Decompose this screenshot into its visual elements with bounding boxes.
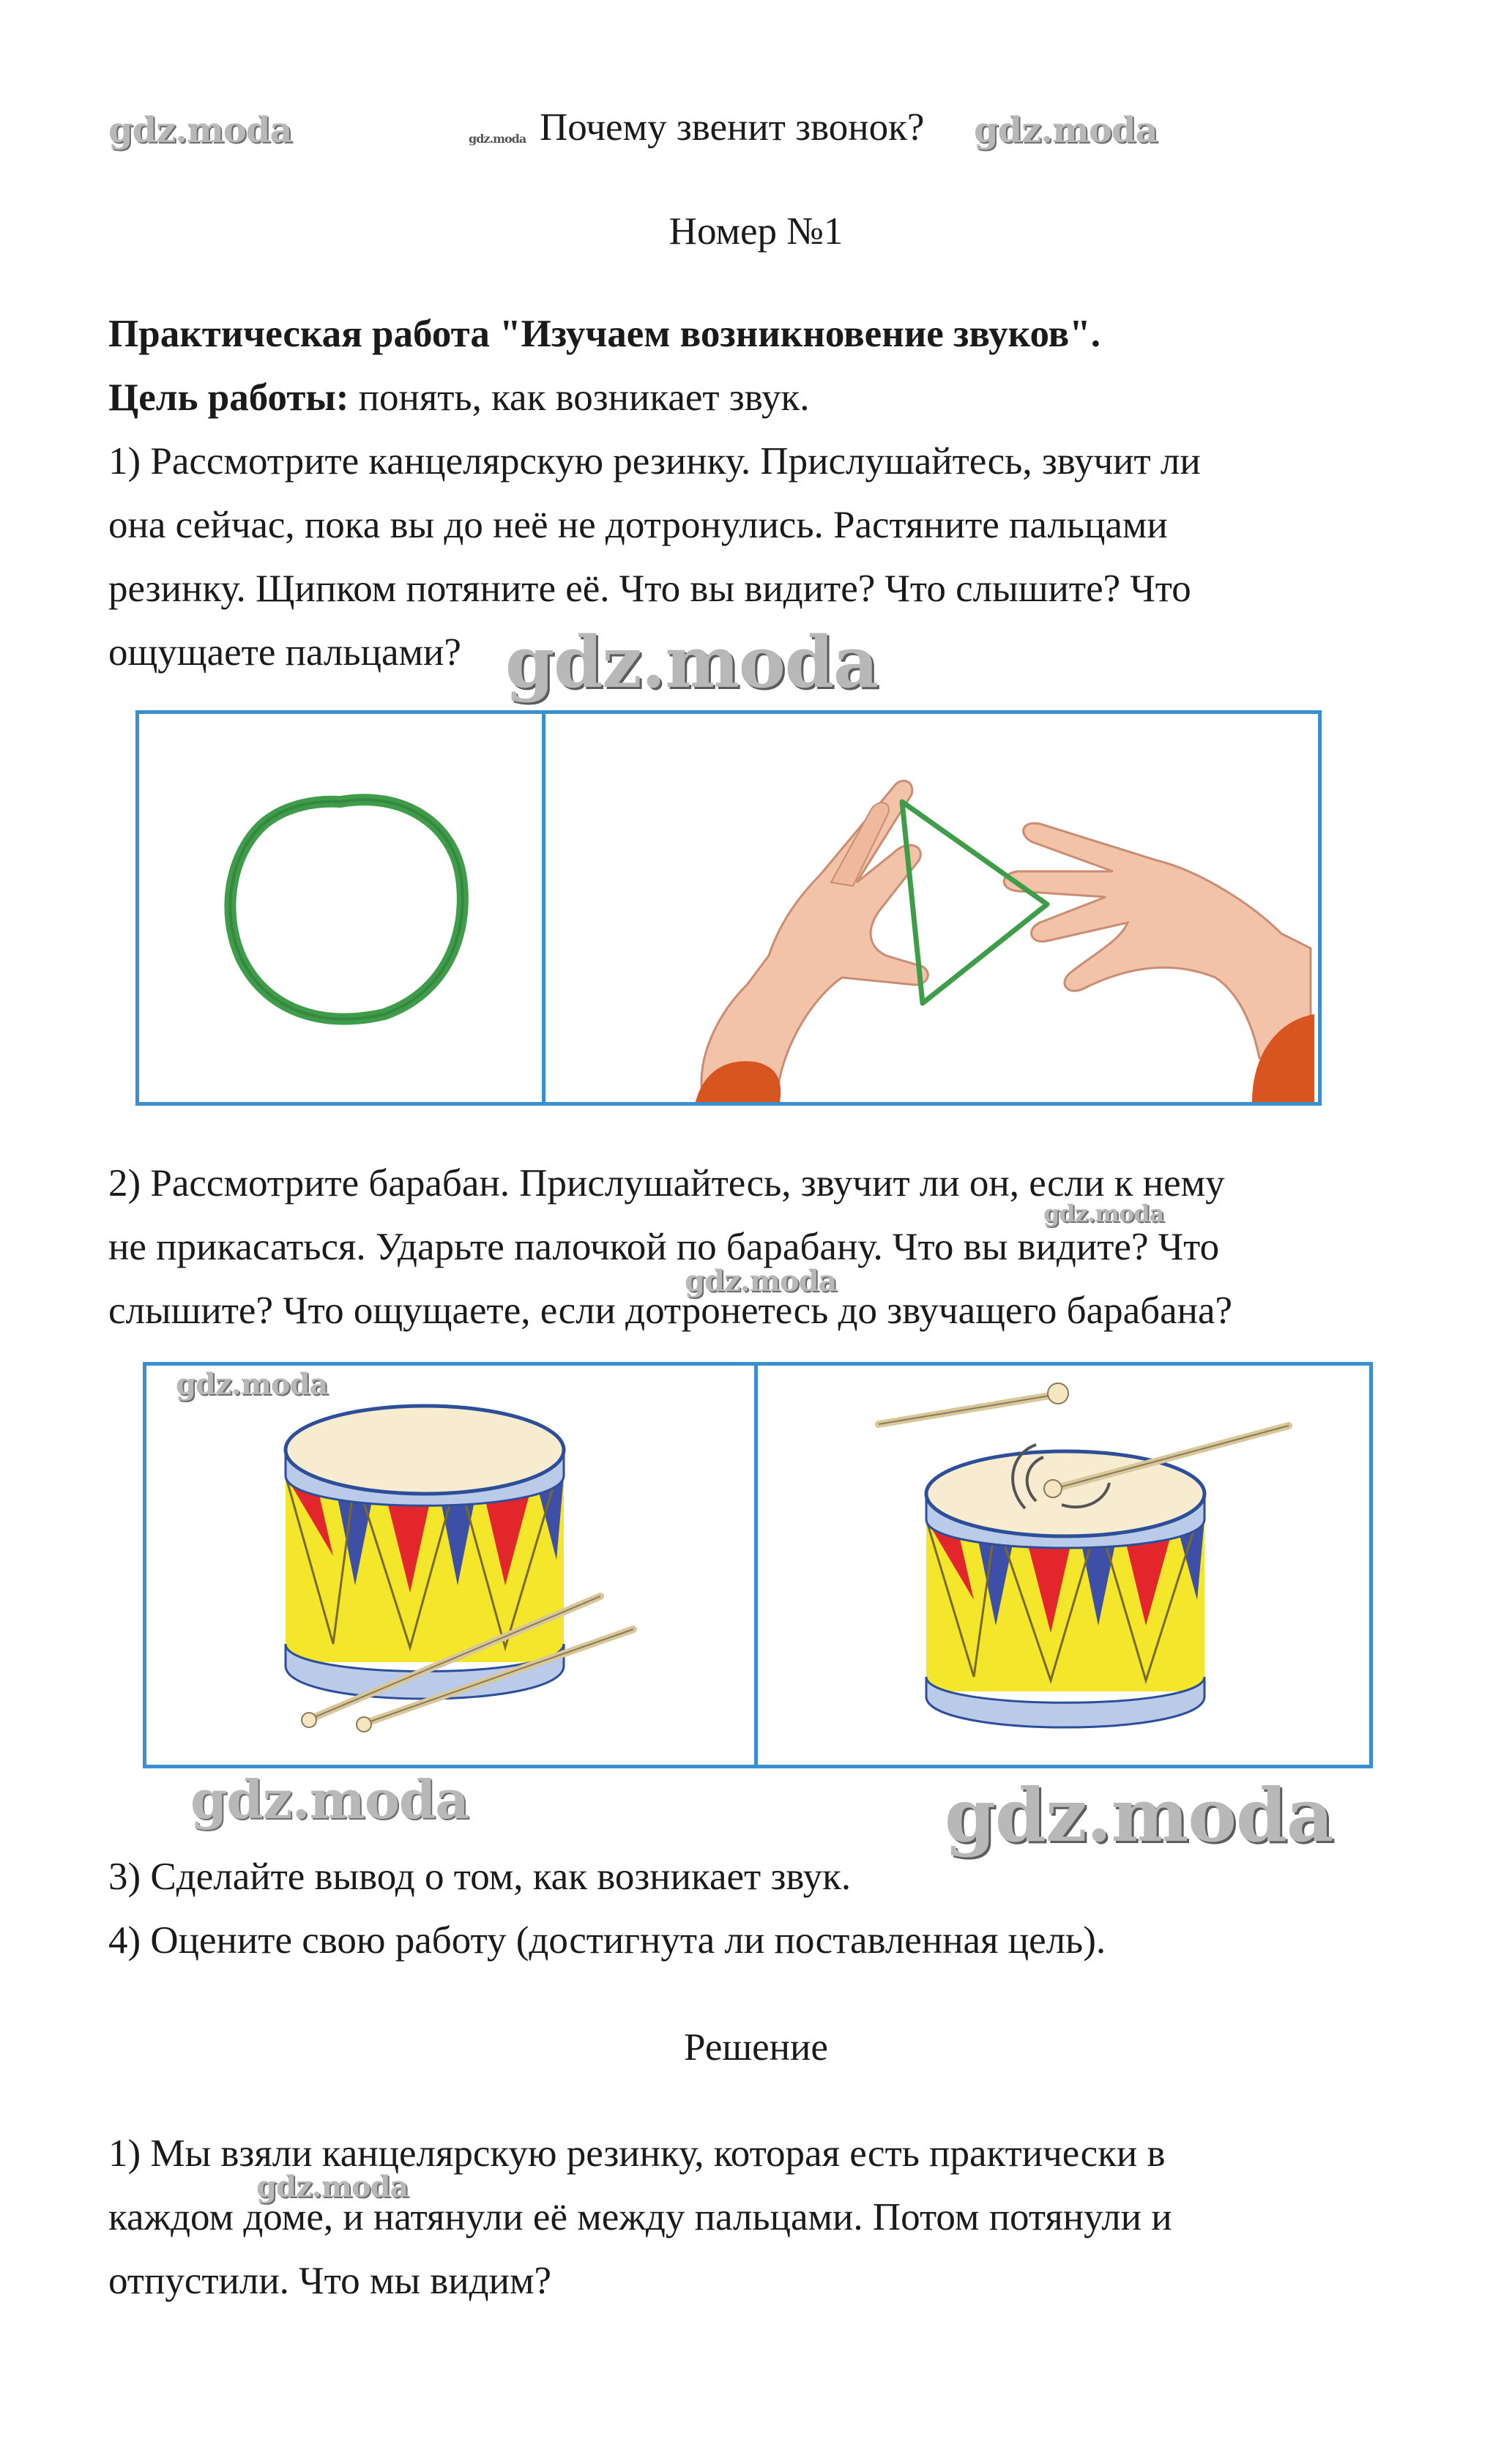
- solution-line: каждом доме, и натянули её между пальцами. Потом потянули и: [108, 2196, 1172, 2238]
- goal-text: понять, как возникает звук.: [349, 376, 810, 419]
- page-title: Почему звенит звонок?: [540, 106, 925, 149]
- goal-label: Цель работы:: [108, 376, 349, 419]
- watermark: gdz.moda: [108, 110, 292, 151]
- watermark: gdz.moda: [1043, 1199, 1164, 1227]
- solution-line: отпустили. Что мы видим?: [108, 2260, 552, 2302]
- step2-line: не прикасаться. Ударьте палочкой по барабану. Что вы видите? Что: [108, 1226, 1220, 1268]
- watermark: gdz.moda: [974, 110, 1158, 151]
- step1-line: она сейчас, пока вы до неё не дотронулись. Растяните пальцами: [108, 504, 1168, 546]
- figure-drums: [143, 1362, 1373, 1768]
- drum-image: [146, 1366, 1369, 1765]
- step2-line: 2) Рассмотрите барабан. Прислушайтесь, звучит ли он, если к нему: [108, 1162, 1225, 1205]
- step2-line: слышите? Что ощущаете, если дотронетесь до звучащего барабана?: [108, 1289, 1233, 1332]
- watermark: gdz.moda: [505, 621, 879, 704]
- watermark: gdz.moda: [256, 2170, 409, 2204]
- watermark: gdz.moda: [176, 1367, 328, 1402]
- assignment-heading: Практическая работа "Изучаем возникновение звуков".: [108, 313, 1101, 355]
- step1-line: ощущаете пальцами?: [108, 631, 461, 674]
- watermark: gdz.moda: [685, 1264, 837, 1298]
- solution-line: 1) Мы взяли канцелярскую резинку, которая есть практически в: [108, 2132, 1166, 2175]
- step4-line: 4) Оцените свою работу (достигнута ли поставленная цель).: [108, 1919, 1106, 1962]
- watermark: gdz.moda: [469, 132, 526, 146]
- watermark: gdz.moda: [945, 1772, 1333, 1858]
- task-number: Номер №1: [669, 210, 843, 253]
- solution-heading: Решение: [684, 2026, 828, 2069]
- goal-line: [108, 376, 810, 419]
- rubber-band-image: [139, 714, 1318, 1102]
- step1-line: 1) Рассмотрите канцелярскую резинку. Прислушайтесь, звучит ли: [108, 440, 1201, 483]
- watermark: gdz.moda: [190, 1768, 469, 1831]
- step1-line: резинку. Щипком потяните её. Что вы видите? Что слышите? Что: [108, 567, 1191, 610]
- figure-rubber-band: [135, 710, 1322, 1106]
- step3-line: 3) Сделайте вывод о том, как возникает звук.: [108, 1855, 852, 1898]
